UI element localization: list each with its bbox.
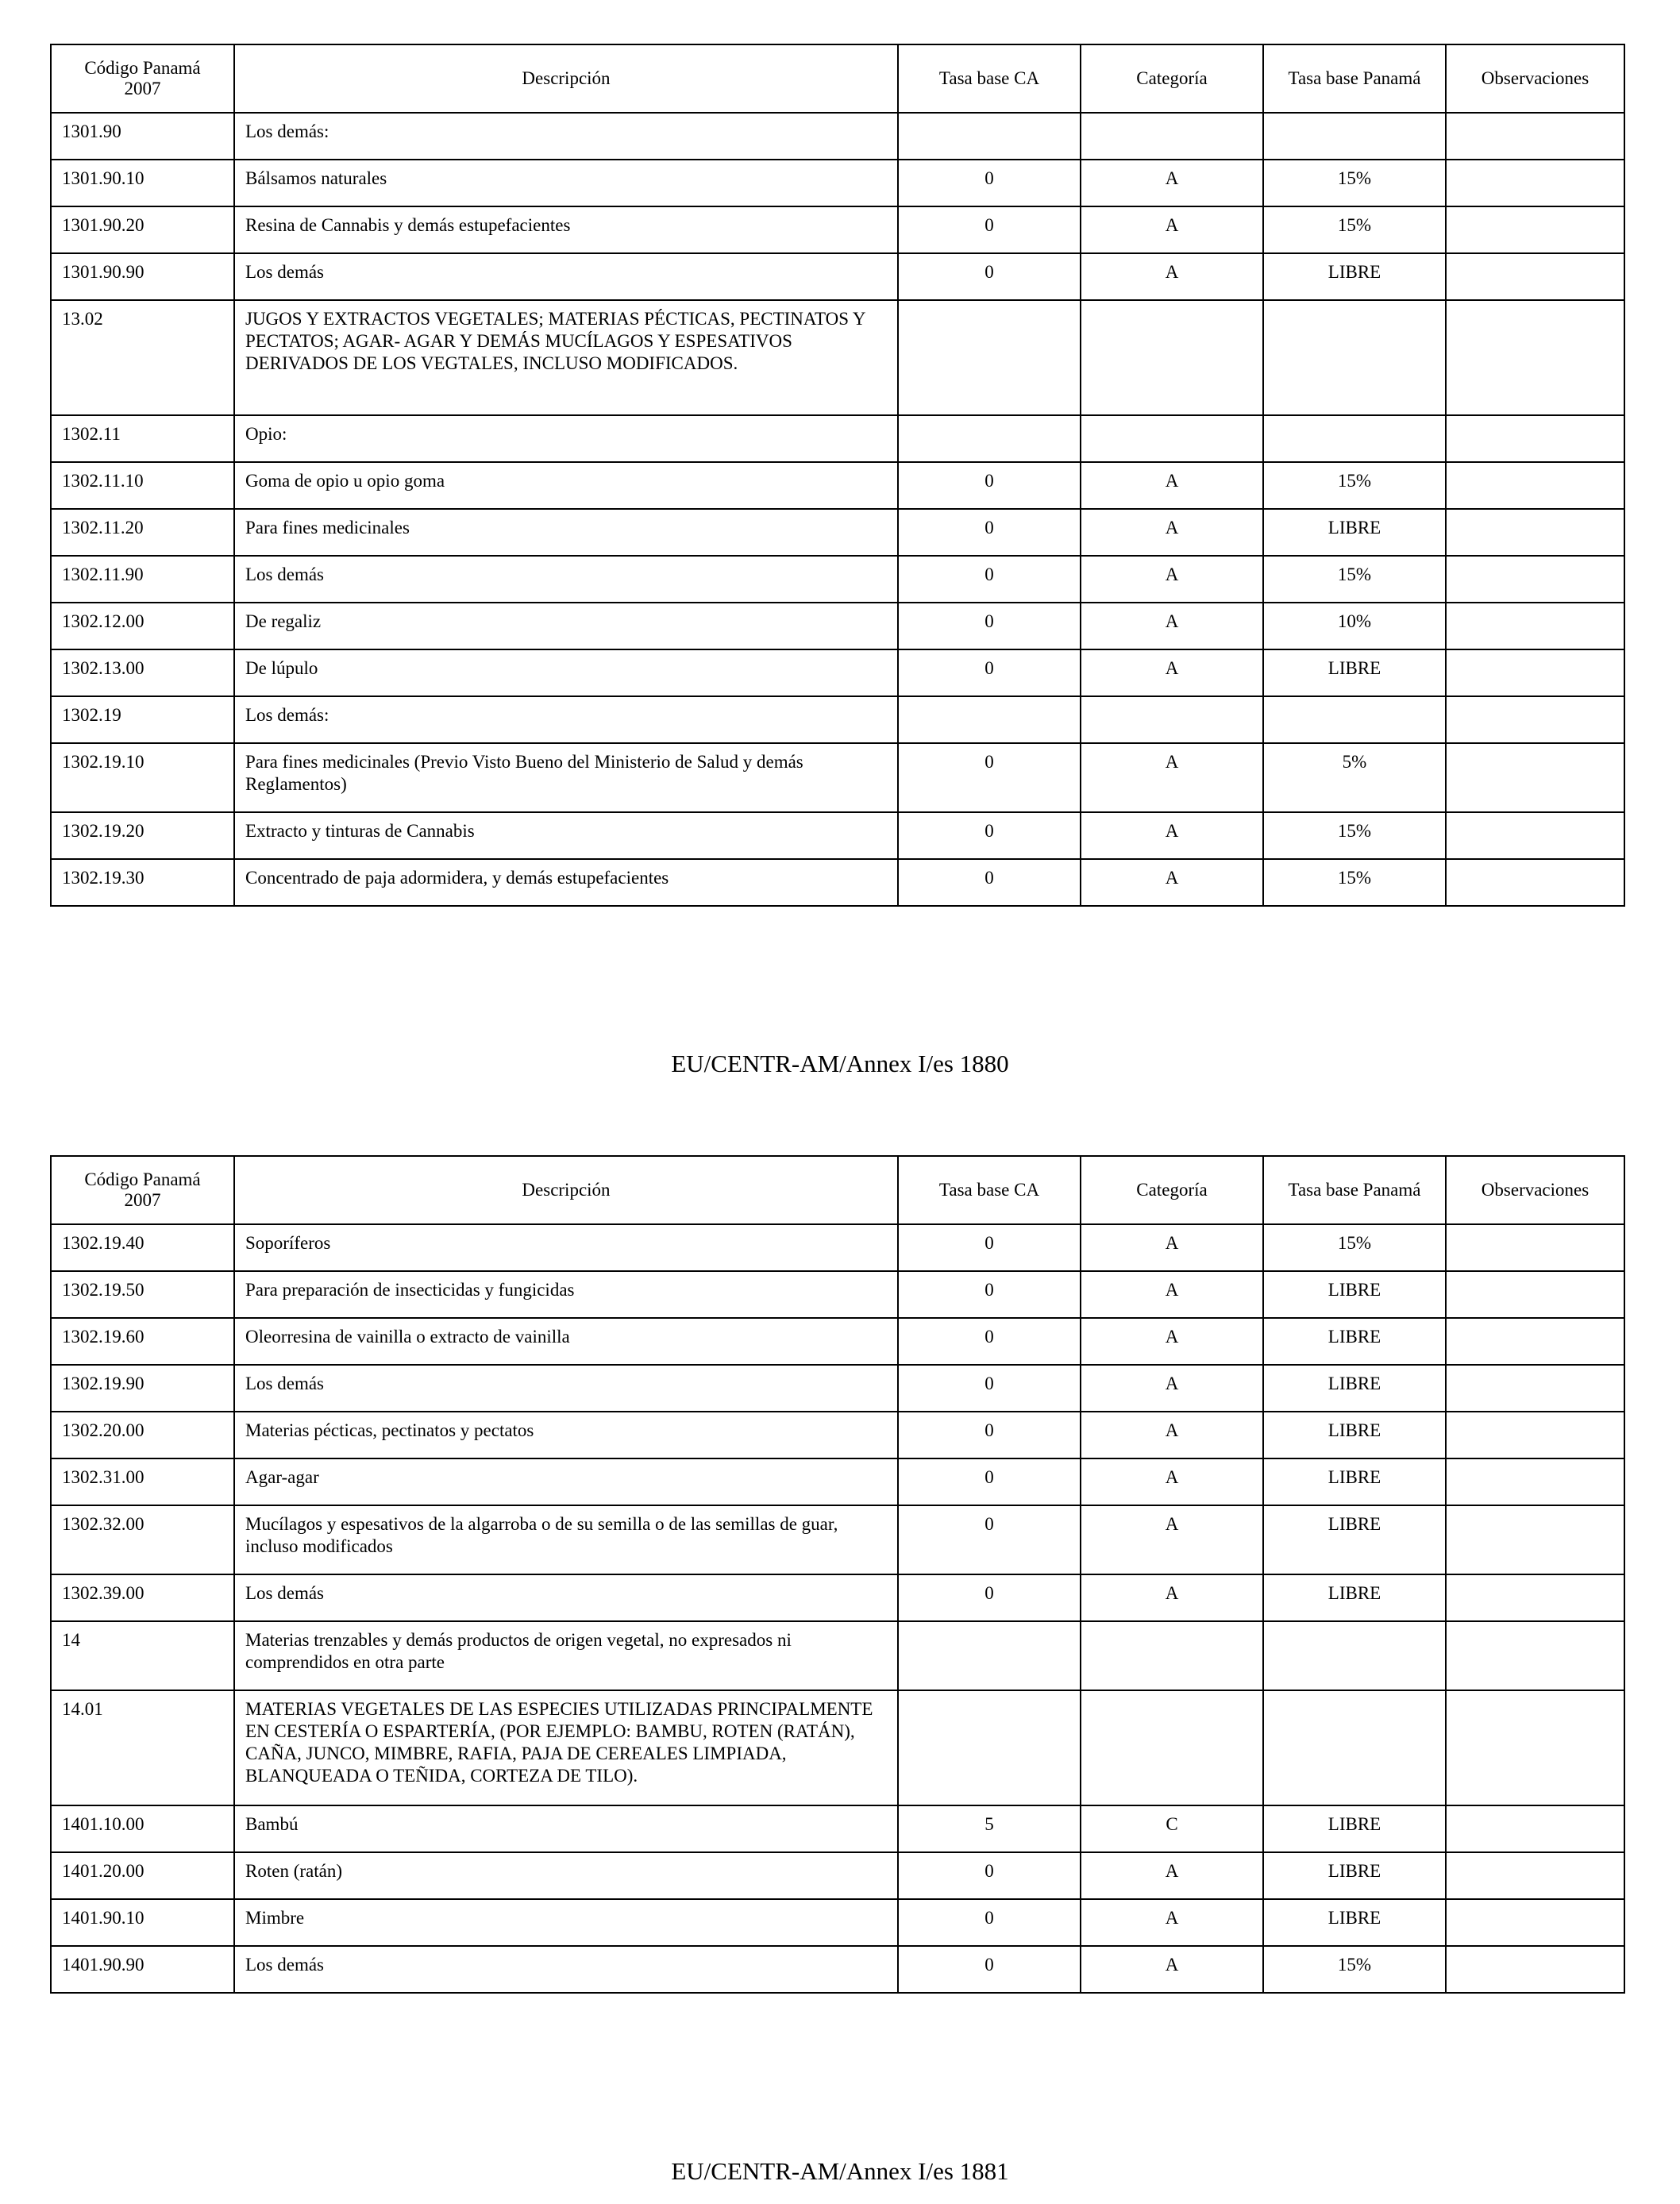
cell-base-rate-panama bbox=[1263, 415, 1446, 462]
cell-description: Los demás bbox=[234, 1946, 898, 1993]
cell-observations bbox=[1446, 462, 1624, 509]
cell-description: Los demás bbox=[234, 556, 898, 603]
cell-observations bbox=[1446, 812, 1624, 859]
table-header-row bbox=[51, 44, 1624, 113]
cell-code: 1401.90.90 bbox=[51, 1946, 234, 1993]
cell-base-rate-ca bbox=[898, 415, 1081, 462]
cell-category: A bbox=[1081, 1271, 1263, 1318]
cell-base-rate-panama: 15% bbox=[1263, 160, 1446, 206]
cell-base-rate-panama: 15% bbox=[1263, 206, 1446, 253]
cell-observations bbox=[1446, 1412, 1624, 1458]
cell-base-rate-ca bbox=[898, 300, 1081, 415]
cell-description: De regaliz bbox=[234, 603, 898, 649]
cell-code: 1302.11.20 bbox=[51, 509, 234, 556]
table-row bbox=[51, 1574, 1624, 1621]
cell-base-rate-panama: LIBRE bbox=[1263, 1271, 1446, 1318]
cell-code: 1302.19 bbox=[51, 696, 234, 743]
cell-observations bbox=[1446, 206, 1624, 253]
cell-category: A bbox=[1081, 1852, 1263, 1899]
table-row bbox=[51, 1318, 1624, 1365]
tariff-table-page-1880 bbox=[50, 44, 1625, 907]
table-row bbox=[51, 743, 1624, 812]
cell-category: A bbox=[1081, 812, 1263, 859]
cell-observations bbox=[1446, 160, 1624, 206]
cell-observations bbox=[1446, 859, 1624, 906]
cell-observations bbox=[1446, 1852, 1624, 1899]
cell-description: Para fines medicinales (Previo Visto Bueno del Ministerio de Salud y demás Reglamentos) bbox=[234, 743, 898, 812]
cell-code: 1302.19.20 bbox=[51, 812, 234, 859]
cell-description: Materias trenzables y demás productos de origen vegetal, no expresados ni comprendidos en otra parte bbox=[234, 1621, 898, 1690]
table-row bbox=[51, 415, 1624, 462]
table-row bbox=[51, 556, 1624, 603]
cell-code: 1401.20.00 bbox=[51, 1852, 234, 1899]
cell-description: Oleorresina de vainilla o extracto de vainilla bbox=[234, 1318, 898, 1365]
cell-base-rate-ca: 0 bbox=[898, 859, 1081, 906]
header-code: Código Panamá 2007 bbox=[51, 1156, 234, 1224]
cell-base-rate-panama: LIBRE bbox=[1263, 1412, 1446, 1458]
table-row bbox=[51, 1365, 1624, 1412]
cell-base-rate-panama: 15% bbox=[1263, 859, 1446, 906]
header-observations: Observaciones bbox=[1446, 1156, 1624, 1224]
table-row bbox=[51, 160, 1624, 206]
cell-base-rate-panama: LIBRE bbox=[1263, 1365, 1446, 1412]
cell-base-rate-ca bbox=[898, 1621, 1081, 1690]
cell-base-rate-panama: LIBRE bbox=[1263, 649, 1446, 696]
table-row bbox=[51, 1690, 1624, 1805]
cell-observations bbox=[1446, 556, 1624, 603]
cell-base-rate-panama: LIBRE bbox=[1263, 1505, 1446, 1574]
cell-base-rate-panama: LIBRE bbox=[1263, 1852, 1446, 1899]
cell-description: Los demás: bbox=[234, 113, 898, 160]
cell-base-rate-ca bbox=[898, 696, 1081, 743]
cell-code: 13.02 bbox=[51, 300, 234, 415]
cell-base-rate-panama: LIBRE bbox=[1263, 1458, 1446, 1505]
table-row bbox=[51, 1852, 1624, 1899]
header-observations: Observaciones bbox=[1446, 44, 1624, 113]
cell-description: Los demás: bbox=[234, 696, 898, 743]
cell-base-rate-ca bbox=[898, 113, 1081, 160]
header-base-rate-panama: Tasa base Panamá bbox=[1263, 1156, 1446, 1224]
header-base-rate-ca: Tasa base CA bbox=[898, 44, 1081, 113]
cell-code: 1302.32.00 bbox=[51, 1505, 234, 1574]
cell-base-rate-ca: 0 bbox=[898, 1412, 1081, 1458]
table-row bbox=[51, 859, 1624, 906]
cell-observations bbox=[1446, 1318, 1624, 1365]
cell-base-rate-ca: 0 bbox=[898, 1271, 1081, 1318]
cell-base-rate-ca: 0 bbox=[898, 253, 1081, 300]
cell-category bbox=[1081, 696, 1263, 743]
cell-category bbox=[1081, 1621, 1263, 1690]
cell-code: 1302.13.00 bbox=[51, 649, 234, 696]
cell-description: Materias pécticas, pectinatos y pectatos bbox=[234, 1412, 898, 1458]
cell-base-rate-panama: LIBRE bbox=[1263, 1318, 1446, 1365]
cell-code: 1302.31.00 bbox=[51, 1458, 234, 1505]
cell-category bbox=[1081, 1690, 1263, 1805]
table-header-row bbox=[51, 1156, 1624, 1224]
table-row bbox=[51, 649, 1624, 696]
cell-code: 1301.90.10 bbox=[51, 160, 234, 206]
cell-description: Roten (ratán) bbox=[234, 1852, 898, 1899]
cell-code: 1302.11.10 bbox=[51, 462, 234, 509]
page-footer: EU/CENTR-AM/Annex I/es 1880 bbox=[671, 1050, 1009, 1077]
cell-base-rate-ca: 0 bbox=[898, 1365, 1081, 1412]
cell-observations bbox=[1446, 1899, 1624, 1946]
cell-category: A bbox=[1081, 1412, 1263, 1458]
cell-base-rate-ca: 0 bbox=[898, 1574, 1081, 1621]
cell-category: A bbox=[1081, 1318, 1263, 1365]
cell-category: A bbox=[1081, 1224, 1263, 1271]
cell-base-rate-panama bbox=[1263, 113, 1446, 160]
table-row bbox=[51, 113, 1624, 160]
cell-base-rate-panama: 15% bbox=[1263, 812, 1446, 859]
cell-observations bbox=[1446, 415, 1624, 462]
cell-base-rate-ca: 0 bbox=[898, 556, 1081, 603]
cell-base-rate-ca: 0 bbox=[898, 160, 1081, 206]
cell-category: A bbox=[1081, 1574, 1263, 1621]
cell-base-rate-panama: LIBRE bbox=[1263, 1574, 1446, 1621]
cell-observations bbox=[1446, 300, 1624, 415]
cell-base-rate-panama: 5% bbox=[1263, 743, 1446, 812]
header-base-rate-panama: Tasa base Panamá bbox=[1263, 44, 1446, 113]
cell-base-rate-ca: 0 bbox=[898, 649, 1081, 696]
cell-base-rate-ca: 0 bbox=[898, 1458, 1081, 1505]
cell-base-rate-panama bbox=[1263, 1690, 1446, 1805]
cell-observations bbox=[1446, 113, 1624, 160]
cell-description: Los demás bbox=[234, 1574, 898, 1621]
cell-category: C bbox=[1081, 1805, 1263, 1852]
cell-base-rate-ca bbox=[898, 1690, 1081, 1805]
cell-observations bbox=[1446, 253, 1624, 300]
table-row bbox=[51, 206, 1624, 253]
cell-base-rate-ca: 0 bbox=[898, 206, 1081, 253]
cell-base-rate-panama: LIBRE bbox=[1263, 509, 1446, 556]
cell-description: Los demás bbox=[234, 253, 898, 300]
cell-code: 1302.19.10 bbox=[51, 743, 234, 812]
cell-code: 14.01 bbox=[51, 1690, 234, 1805]
cell-observations bbox=[1446, 1365, 1624, 1412]
cell-base-rate-ca: 0 bbox=[898, 462, 1081, 509]
cell-code: 1302.11.90 bbox=[51, 556, 234, 603]
cell-description: Resina de Cannabis y demás estupefacientes bbox=[234, 206, 898, 253]
cell-description: Bálsamos naturales bbox=[234, 160, 898, 206]
cell-base-rate-panama bbox=[1263, 696, 1446, 743]
cell-code: 1301.90 bbox=[51, 113, 234, 160]
cell-code: 1302.20.00 bbox=[51, 1412, 234, 1458]
cell-category: A bbox=[1081, 1365, 1263, 1412]
header-description: Descripción bbox=[234, 44, 898, 113]
header-category: Categoría bbox=[1081, 1156, 1263, 1224]
cell-category: A bbox=[1081, 1458, 1263, 1505]
cell-category: A bbox=[1081, 1505, 1263, 1574]
cell-category: A bbox=[1081, 859, 1263, 906]
cell-category: A bbox=[1081, 1946, 1263, 1993]
cell-observations bbox=[1446, 1621, 1624, 1690]
cell-code: 1401.10.00 bbox=[51, 1805, 234, 1852]
cell-observations bbox=[1446, 1574, 1624, 1621]
cell-base-rate-panama: LIBRE bbox=[1263, 253, 1446, 300]
table-row bbox=[51, 1946, 1624, 1993]
cell-code: 1301.90.90 bbox=[51, 253, 234, 300]
table-row bbox=[51, 1899, 1624, 1946]
cell-base-rate-ca: 0 bbox=[898, 1852, 1081, 1899]
table-row bbox=[51, 1805, 1624, 1852]
cell-base-rate-panama bbox=[1263, 300, 1446, 415]
cell-base-rate-ca: 0 bbox=[898, 1318, 1081, 1365]
cell-code: 14 bbox=[51, 1621, 234, 1690]
cell-code: 1302.19.40 bbox=[51, 1224, 234, 1271]
cell-description: Los demás bbox=[234, 1365, 898, 1412]
cell-base-rate-panama: 15% bbox=[1263, 556, 1446, 603]
cell-observations bbox=[1446, 603, 1624, 649]
cell-base-rate-panama: LIBRE bbox=[1263, 1899, 1446, 1946]
cell-observations bbox=[1446, 509, 1624, 556]
cell-base-rate-ca: 0 bbox=[898, 1505, 1081, 1574]
cell-base-rate-ca: 0 bbox=[898, 1946, 1081, 1993]
cell-base-rate-panama: 15% bbox=[1263, 1224, 1446, 1271]
cell-base-rate-ca: 0 bbox=[898, 509, 1081, 556]
table-row bbox=[51, 1271, 1624, 1318]
cell-category: A bbox=[1081, 253, 1263, 300]
cell-description: Concentrado de paja adormidera, y demás estupefacientes bbox=[234, 859, 898, 906]
cell-observations bbox=[1446, 696, 1624, 743]
cell-observations bbox=[1446, 1690, 1624, 1805]
cell-description: Para fines medicinales bbox=[234, 509, 898, 556]
table-row bbox=[51, 603, 1624, 649]
cell-description: De lúpulo bbox=[234, 649, 898, 696]
cell-base-rate-panama: LIBRE bbox=[1263, 1805, 1446, 1852]
table-row bbox=[51, 509, 1624, 556]
cell-base-rate-ca: 0 bbox=[898, 743, 1081, 812]
cell-description: Goma de opio u opio goma bbox=[234, 462, 898, 509]
table-row bbox=[51, 1412, 1624, 1458]
cell-base-rate-panama: 15% bbox=[1263, 462, 1446, 509]
table-row bbox=[51, 462, 1624, 509]
cell-base-rate-ca: 0 bbox=[898, 812, 1081, 859]
cell-description: Mucílagos y espesativos de la algarroba o de su semilla o de las semillas de guar, incluso modificados bbox=[234, 1505, 898, 1574]
cell-description: Agar-agar bbox=[234, 1458, 898, 1505]
cell-observations bbox=[1446, 1458, 1624, 1505]
table-row bbox=[51, 1458, 1624, 1505]
cell-base-rate-ca: 0 bbox=[898, 1899, 1081, 1946]
table-row bbox=[51, 253, 1624, 300]
page-footer: EU/CENTR-AM/Annex I/es 1881 bbox=[671, 2157, 1009, 2185]
header-category: Categoría bbox=[1081, 44, 1263, 113]
cell-code: 1302.19.90 bbox=[51, 1365, 234, 1412]
cell-description: Mimbre bbox=[234, 1899, 898, 1946]
cell-observations bbox=[1446, 649, 1624, 696]
table-row bbox=[51, 696, 1624, 743]
cell-category: A bbox=[1081, 556, 1263, 603]
cell-code: 1302.12.00 bbox=[51, 603, 234, 649]
cell-description: JUGOS Y EXTRACTOS VEGETALES; MATERIAS PÉCTICAS, PECTINATOS Y PECTATOS; AGAR- AGAR Y DEMÁS MUCÍLAGOS Y ESPESATIVOS DERIVADOS DE LOS VEGTALES, INCLUSO MODIFICADOS. bbox=[234, 300, 898, 415]
cell-observations bbox=[1446, 1271, 1624, 1318]
cell-description: Soporíferos bbox=[234, 1224, 898, 1271]
cell-base-rate-ca: 0 bbox=[898, 603, 1081, 649]
cell-description: Extracto y tinturas de Cannabis bbox=[234, 812, 898, 859]
cell-category: A bbox=[1081, 603, 1263, 649]
cell-observations bbox=[1446, 1805, 1624, 1852]
table-row bbox=[51, 812, 1624, 859]
cell-code: 1302.11 bbox=[51, 415, 234, 462]
cell-code: 1302.19.60 bbox=[51, 1318, 234, 1365]
cell-category: A bbox=[1081, 1899, 1263, 1946]
table-row bbox=[51, 300, 1624, 415]
cell-base-rate-ca: 5 bbox=[898, 1805, 1081, 1852]
cell-observations bbox=[1446, 1505, 1624, 1574]
cell-description: Bambú bbox=[234, 1805, 898, 1852]
cell-description: MATERIAS VEGETALES DE LAS ESPECIES UTILIZADAS PRINCIPALMENTE EN CESTERÍA O ESPARTERÍA, (POR EJEMPLO: BAMBU, ROTEN (RATÁN), CAÑA, JUNCO, MIMBRE, RAFIA, PAJA DE CEREALES LIMPIADA, BLANQUEADA O TEÑIDA, CORTEZA DE TILO). bbox=[234, 1690, 898, 1805]
cell-category: A bbox=[1081, 509, 1263, 556]
cell-observations bbox=[1446, 1224, 1624, 1271]
cell-description: Opio: bbox=[234, 415, 898, 462]
cell-category: A bbox=[1081, 462, 1263, 509]
cell-category: A bbox=[1081, 743, 1263, 812]
cell-category bbox=[1081, 300, 1263, 415]
cell-observations bbox=[1446, 1946, 1624, 1993]
cell-code: 1401.90.10 bbox=[51, 1899, 234, 1946]
cell-base-rate-panama: 10% bbox=[1263, 603, 1446, 649]
header-description: Descripción bbox=[234, 1156, 898, 1224]
header-code: Código Panamá 2007 bbox=[51, 44, 234, 113]
cell-base-rate-panama bbox=[1263, 1621, 1446, 1690]
cell-base-rate-panama: 15% bbox=[1263, 1946, 1446, 1993]
cell-category: A bbox=[1081, 160, 1263, 206]
cell-category: A bbox=[1081, 206, 1263, 253]
cell-observations bbox=[1446, 743, 1624, 812]
cell-code: 1302.19.50 bbox=[51, 1271, 234, 1318]
cell-category bbox=[1081, 113, 1263, 160]
table-row bbox=[51, 1224, 1624, 1271]
cell-code: 1302.19.30 bbox=[51, 859, 234, 906]
cell-description: Para preparación de insecticidas y fungicidas bbox=[234, 1271, 898, 1318]
table-row bbox=[51, 1621, 1624, 1690]
header-base-rate-ca: Tasa base CA bbox=[898, 1156, 1081, 1224]
cell-base-rate-ca: 0 bbox=[898, 1224, 1081, 1271]
tariff-table-page-1881 bbox=[50, 1155, 1625, 1994]
cell-category: A bbox=[1081, 649, 1263, 696]
cell-category bbox=[1081, 415, 1263, 462]
table-row bbox=[51, 1505, 1624, 1574]
cell-code: 1302.39.00 bbox=[51, 1574, 234, 1621]
cell-code: 1301.90.20 bbox=[51, 206, 234, 253]
